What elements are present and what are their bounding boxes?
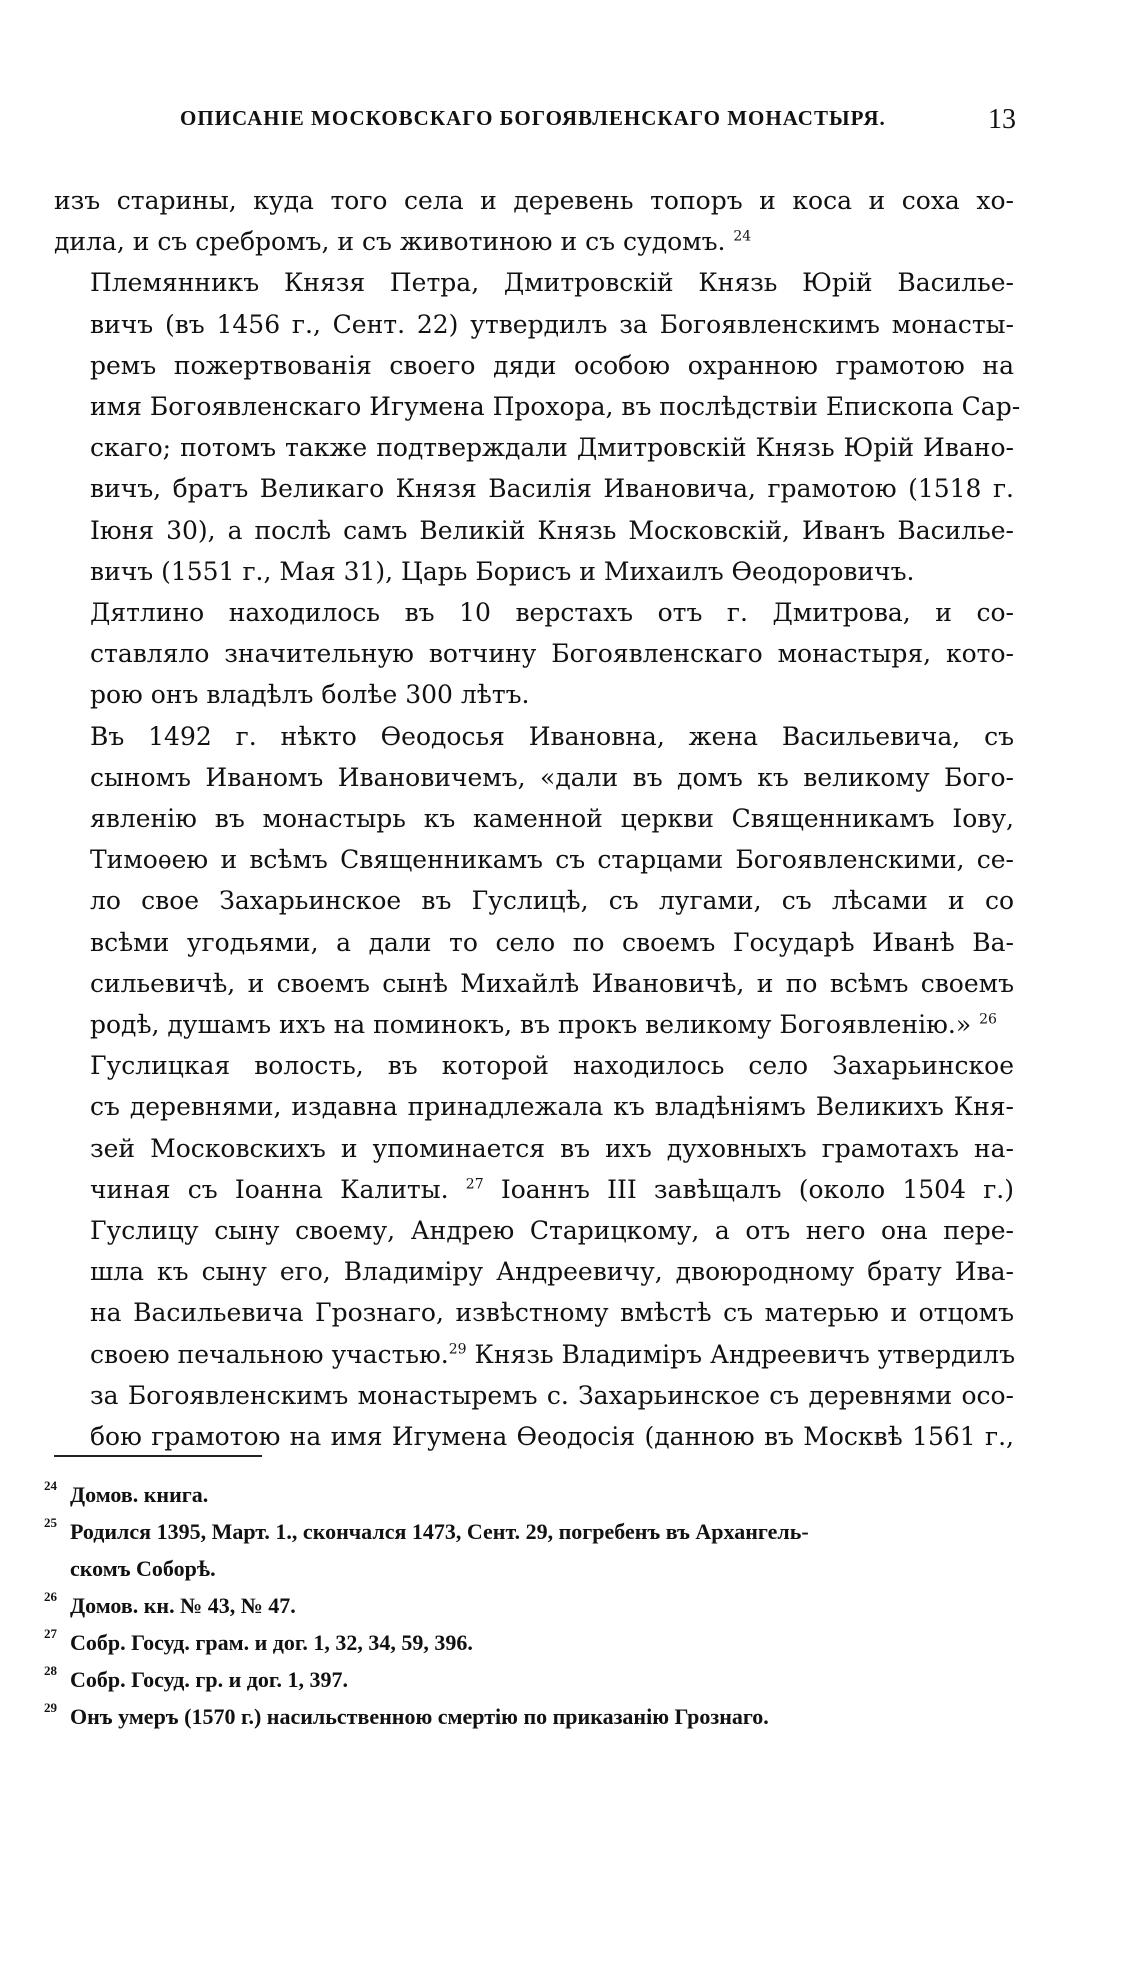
text-line: сыномъ Иваномъ Ивановичемъ, «дали въ домъ къ великому Бого- xyxy=(90,762,1014,792)
text-line: рою онъ владѣлъ болѣе 300 лѣтъ. xyxy=(90,680,530,710)
footnote-27 xyxy=(44,1624,1014,1661)
text-line-content: родѣ, душамъ ихъ на поминокъ, въ прокъ великому Богоявленію.» xyxy=(90,1010,972,1040)
text-line: сильевичѣ, и своемъ сынѣ Михайлѣ Ивановичѣ, и по всѣмъ своемъ xyxy=(90,968,1014,998)
footnote-line: Онъ умеръ (1570 г.) насильственною смертію по приказанію Грознаго. xyxy=(70,1704,769,1729)
text-line: ставляло значительную вотчину Богоявленскаго монастыря, кото- xyxy=(90,639,1014,669)
paragraph-2 xyxy=(54,262,1021,592)
text-line: изъ старины, куда того села и деревень топоръ и коса и соха хо- xyxy=(54,186,1014,215)
text-line: вичъ (въ 1456 г., Сент. 22) утвердилъ за Богоявленскимъ монасты- xyxy=(90,309,1014,339)
footnote-number: 25 xyxy=(44,1515,57,1530)
page-number: 13 xyxy=(988,104,1016,135)
body-text xyxy=(54,180,1021,1457)
footnote-text xyxy=(70,1513,1014,1587)
text-line: явленію въ монастырь къ каменной церкви Священникамъ Іову, xyxy=(90,804,1014,834)
footnote-reference[interactable]: 24 xyxy=(733,228,752,245)
text-line: Племянникъ Князя Петра, Дмитровскій Князь Юрій Василье- xyxy=(90,268,1014,298)
text-line: вичъ, братъ Великаго Князя Василія Ивановича, грамотою (1518 г. xyxy=(90,474,1014,504)
text-line-content: дила, и съ сребромъ, и съ животиною и съ судомъ. xyxy=(54,227,726,257)
footnote-text xyxy=(70,1661,1014,1698)
running-header: ОПИСАНІЕ МОСКОВСКАГО БОГОЯВЛЕНСКАГО МОНАСТЫРЯ. xyxy=(180,106,886,130)
footnote-line: Домов. книга. xyxy=(70,1482,209,1507)
footnote-reference[interactable]: 26 xyxy=(979,1011,997,1028)
footnote-text xyxy=(70,1698,1014,1735)
text-line: ремъ пожертвованія своего дяди особою охранною грамотою на xyxy=(90,350,1014,380)
footnote-26 xyxy=(44,1587,1014,1624)
text-line: Гуслицкая волость, въ которой находилось село Захарьинское xyxy=(90,1051,1014,1081)
footnote-divider xyxy=(54,1455,262,1457)
text-line: за Богоявленскимъ монастыремъ с. Захарьинское съ деревнями осо- xyxy=(90,1380,1014,1410)
footnote-29 xyxy=(44,1698,1014,1735)
text-line: на Васильевича Грознаго, извѣстному вмѣстѣ съ матерью и отцомъ xyxy=(90,1298,1014,1328)
footnote-reference[interactable]: 29 xyxy=(448,1341,467,1358)
footnote-line: Собр. Госуд. гр. и дог. 1, 397. xyxy=(70,1667,348,1692)
text-line xyxy=(54,1169,1014,1210)
footnotes xyxy=(44,1476,1014,1735)
text-line: Іюня 30), а послѣ самъ Великій Князь Московскій, Иванъ Василье- xyxy=(90,515,1014,545)
text-line-content: чиная съ Іоанна Калиты. xyxy=(90,1174,449,1204)
text-line: шла къ сыну его, Владиміру Андреевичу, двоюродному брату Ива- xyxy=(90,1257,1014,1287)
paragraph-5 xyxy=(54,1045,1014,1457)
text-line: съ деревнями, издавна принадлежала къ владѣніямъ Великихъ Кня- xyxy=(90,1092,1014,1122)
text-line-content: Князь Владиміръ Андреевичъ утвердилъ xyxy=(474,1339,1015,1369)
text-line: Тимоѳею и всѣмъ Священникамъ съ старцами Богоявленскими, се- xyxy=(90,845,1014,875)
footnote-line: Собр. Госуд. грам. и дог. 1, 32, 34, 59, 396. xyxy=(70,1630,473,1655)
footnote-number: 26 xyxy=(44,1589,57,1604)
text-line: Въ 1492 г. нѣкто Ѳеодосья Ивановна, жена Васильевича, съ xyxy=(90,721,1014,751)
footnote-line: скомъ Соборѣ. xyxy=(70,1556,216,1581)
footnote-line: Домов. кн. № 43, № 47. xyxy=(70,1593,296,1618)
text-line-content: Іоаннъ III завѣщалъ (около 1504 г.) xyxy=(500,1174,1014,1204)
footnote-number: 27 xyxy=(44,1626,57,1641)
footnote-reference[interactable]: 27 xyxy=(465,1176,484,1193)
footnote-number: 29 xyxy=(44,1700,57,1715)
paragraph-4 xyxy=(54,716,1014,1046)
footnote-text xyxy=(70,1624,1014,1661)
footnote-number: 24 xyxy=(44,1478,57,1493)
footnote-number: 28 xyxy=(44,1663,57,1678)
text-line: бою грамотою на имя Игумена Ѳеодосія (данною въ Москвѣ 1561 г., xyxy=(90,1422,1014,1452)
text-line: Дятлино находилось въ 10 верстахъ отъ г. Дмитрова, и со- xyxy=(90,598,1014,628)
footnote-25 xyxy=(44,1513,1014,1587)
paragraph-3 xyxy=(54,592,1014,716)
paragraph-1 xyxy=(54,180,1014,262)
text-line xyxy=(54,221,1014,262)
text-line xyxy=(54,1334,1014,1375)
footnote-line: Родился 1395, Март. 1., скончался 1473, Сент. 29, погребенъ въ Архангель- xyxy=(70,1519,809,1544)
footnote-28 xyxy=(44,1661,1014,1698)
text-line: скаго; потомъ также подтверждали Дмитровскій Князь Юрій Ивано- xyxy=(90,433,1014,463)
text-line xyxy=(54,1004,1014,1045)
text-line: зей Московскихъ и упоминается въ ихъ духовныхъ грамотахъ на- xyxy=(90,1133,1014,1163)
text-line: вичъ (1551 г., Мая 31), Царь Борисъ и Михаилъ Ѳеодоровичъ. xyxy=(90,556,915,586)
footnote-text xyxy=(70,1476,1014,1513)
text-line: имя Богоявленскаго Игумена Прохора, въ послѣдствіи Епископа Сар- xyxy=(90,392,1021,422)
text-line: Гуслицу сыну своему, Андрею Старицкому, а отъ него она пере- xyxy=(90,1216,1014,1246)
text-line: всѣми угодьями, а дали то село по своемъ Государѣ Иванѣ Ва- xyxy=(90,927,1014,957)
text-line: ло свое Захарьинское въ Гуслицѣ, съ лугами, съ лѣсами и со xyxy=(90,886,1014,916)
text-line-content: своею печальною участью. xyxy=(90,1339,449,1369)
footnote-text xyxy=(70,1587,1014,1624)
footnote-24 xyxy=(44,1476,1014,1513)
